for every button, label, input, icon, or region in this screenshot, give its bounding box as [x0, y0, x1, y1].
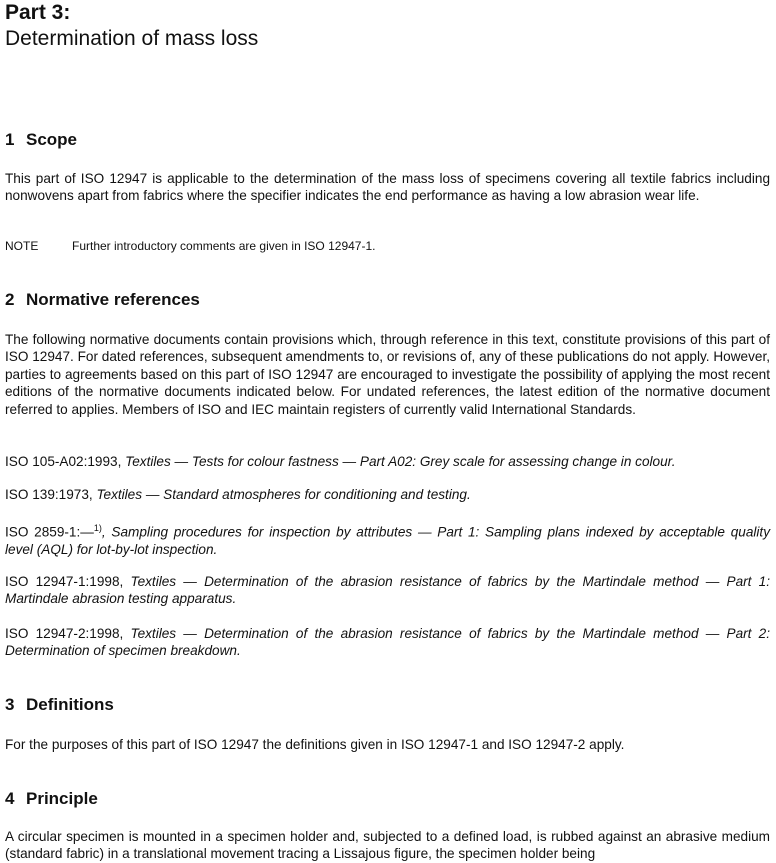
- reference-item: [5, 453, 770, 470]
- reference-code: ISO 12947-1:1998,: [5, 574, 124, 589]
- note-label: NOTE: [5, 239, 39, 253]
- section-heading-definitions: [5, 695, 114, 715]
- reference-item: [5, 486, 770, 503]
- part-title: Part 3:: [5, 1, 71, 24]
- reference-title: Textiles — Determination of the abrasion resistance of fabrics by the Martindale method — Part 1: Martindale abrasion testing apparatus.: [5, 574, 770, 607]
- footnote-marker: 1): [93, 523, 102, 533]
- reference-code: ISO 139:1973,: [5, 487, 93, 502]
- reference-code: ISO 12947-2:1998,: [5, 626, 124, 641]
- part-subtitle: Determination of mass loss: [5, 27, 259, 50]
- scope-paragraph: This part of ISO 12947 is applicable to the determination of the mass loss of specimens covering all textile fabrics including nonwovens apart from fabrics where the specifier indicates the end performance as having a low abrasion wear life.: [5, 171, 770, 204]
- normative-paragraph: The following normative documents contain provisions which, through reference in this text, constitute provisions of this part of ISO 12947. For dated references, subsequent amendments to, or revisions of, any of these publications do not apply. However, parties to agreements based on this part of ISO 12947 are encouraged to investigate the possibility of applying the most recent editions of the normative documents indicated below. For undated references, the latest edition of the normative document referred to applies. Members of ISO and IEC maintain registers of currently valid International Standards.: [5, 332, 770, 417]
- section-title: Scope: [26, 130, 78, 149]
- section-heading-normative-references: [5, 290, 200, 310]
- principle-paragraph: A circular specimen is mounted in a specimen holder and, subjected to a defined load, is rubbed against an abrasive medium (standard fabric) in a translational movement tracing a Lissajous figure, the specimen holder being: [5, 829, 770, 862]
- reference-title: Textiles — Tests for colour fastness — Part A02: Grey scale for assessing change in colour.: [125, 454, 676, 469]
- note-text: Further introductory comments are given in ISO 12947-1.: [72, 239, 376, 253]
- section-number: 2: [5, 290, 15, 309]
- definitions-paragraph: For the purposes of this part of ISO 12947 the definitions given in ISO 12947-1 and ISO 12947-2 apply.: [5, 737, 625, 752]
- reference-code: ISO 105-A02:1993,: [5, 454, 122, 469]
- scope-note: [5, 238, 375, 254]
- section-title: Normative references: [26, 290, 200, 309]
- reference-code: ISO 2859-1:—: [5, 524, 94, 540]
- reference-item: [5, 573, 770, 608]
- section-heading-scope: [5, 130, 77, 150]
- section-heading-principle: [5, 789, 98, 809]
- reference-item: [5, 625, 770, 660]
- reference-item: [5, 520, 770, 558]
- section-title: Principle: [26, 789, 98, 808]
- section-number: 3: [5, 695, 15, 714]
- section-number: 1: [5, 130, 15, 149]
- reference-title: Textiles — Determination of the abrasion resistance of fabrics by the Martindale method — Part 2: Determination of specimen breakdown.: [5, 626, 770, 659]
- reference-title: Textiles — Standard atmospheres for conditioning and testing.: [96, 487, 471, 502]
- section-title: Definitions: [26, 695, 114, 714]
- reference-title: , Sampling procedures for inspection by attributes — Part 1: Sampling plans indexed by acceptable quality level (AQL) for lot-by-lot inspection.: [5, 524, 770, 557]
- section-number: 4: [5, 789, 15, 808]
